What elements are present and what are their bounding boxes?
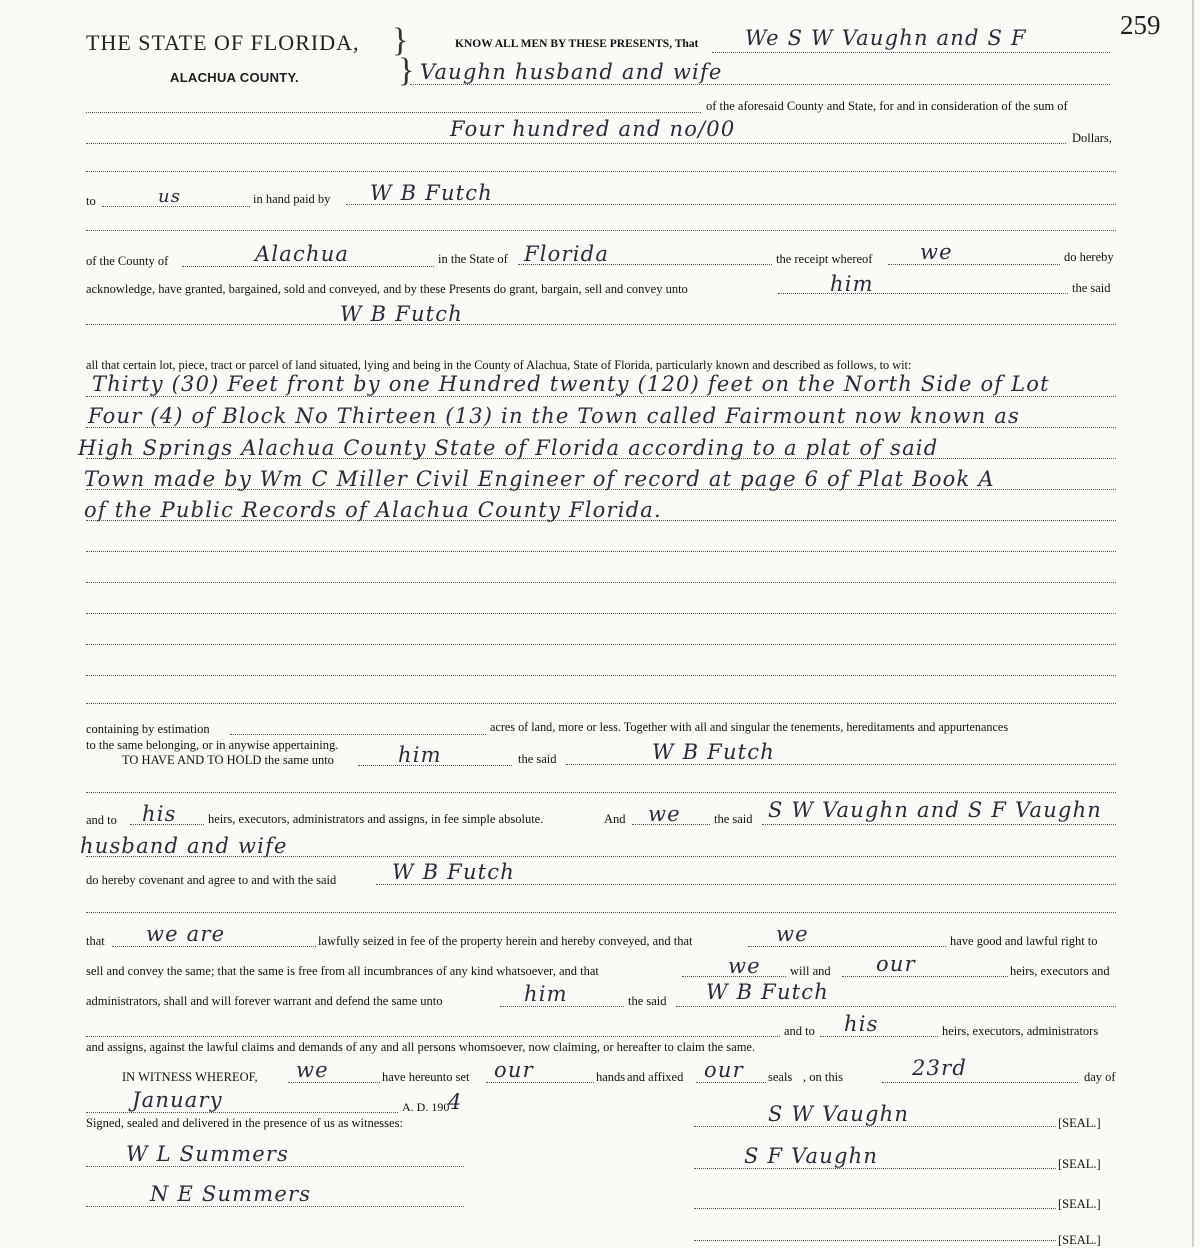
- that-handwritten: we are: [146, 922, 226, 946]
- to-label: to: [86, 194, 96, 208]
- dotted-line: [86, 112, 701, 113]
- in-state-label: in the State of: [438, 252, 508, 266]
- the-said-label-4: the said: [628, 994, 667, 1008]
- affixed-label: and affixed: [627, 1070, 684, 1084]
- witness-handwritten: we: [296, 1058, 329, 1082]
- dotted-line: [288, 1082, 380, 1083]
- dotted-line: [230, 734, 486, 735]
- covenant-handwritten: W B Futch: [392, 860, 515, 884]
- of-county-label: of the County of: [86, 254, 169, 268]
- know-all-label: KNOW ALL MEN BY THESE PRESENTS, That: [455, 38, 699, 50]
- description-line-5: of the Public Records of Alachua County Florida.: [84, 498, 662, 522]
- dotted-line: [86, 644, 1116, 645]
- habendum-grantors-1: S W Vaughn and S F Vaughn: [768, 798, 1103, 822]
- dotted-line: [86, 792, 1116, 793]
- seized-handwritten: we: [776, 922, 809, 946]
- year-handwritten: 4: [448, 1090, 463, 1114]
- dotted-line: [86, 1112, 398, 1113]
- dotted-line: [694, 1208, 1056, 1209]
- dotted-line: [86, 675, 1116, 676]
- dotted-line: [888, 264, 1060, 265]
- the-said-label-2: the said: [518, 752, 557, 766]
- dotted-line: [182, 266, 434, 267]
- county-handwritten: Alachua: [255, 242, 350, 266]
- description-line-3: High Springs Alachua County State of Florida according to a plat of said: [78, 436, 939, 460]
- grantors-handwritten-2: Vaughn husband and wife: [420, 60, 723, 84]
- dotted-line: [86, 1036, 780, 1037]
- dotted-line: [376, 884, 1116, 885]
- dotted-line: [842, 976, 1008, 977]
- dotted-line: [86, 171, 1116, 172]
- grantors-handwritten-1: We S W Vaughn and S F: [745, 26, 1027, 50]
- header-brace: }: [392, 22, 409, 59]
- dotted-line: [86, 912, 1116, 913]
- assigns-label: and assigns, against the lawful claims and demands of any and all persons whomsoever, now claiming, or hereafter to claim the same.: [86, 1040, 756, 1054]
- witness-signature-2: N E Summers: [150, 1182, 312, 1206]
- dotted-line: [500, 1006, 624, 1007]
- belonging-label: to the same belonging, or in anywise appertaining.: [86, 738, 339, 752]
- dotted-line: [86, 324, 1116, 325]
- good-right-label: have good and lawful right to: [950, 934, 1098, 948]
- seal-1: [SEAL.]: [1058, 1116, 1101, 1130]
- dotted-line: [86, 1206, 464, 1207]
- hereunto-label: have hereunto set: [382, 1070, 470, 1084]
- consideration-amount: Four hundred and no/00: [450, 117, 736, 141]
- dotted-line: [486, 1082, 594, 1083]
- dotted-line: [86, 582, 1116, 583]
- dotted-line: [86, 703, 1116, 704]
- dotted-line: [566, 764, 1116, 765]
- consideration-label: of the aforesaid County and State, for and in consideration of the sum of: [706, 99, 1068, 113]
- have-handwritten: him: [398, 743, 442, 767]
- dotted-line: [694, 1168, 1056, 1169]
- acres-label: acres of land, more or less. Together with all and singular the tenements, hereditaments and appurtenances: [490, 720, 1009, 734]
- the-said-label-3: the said: [714, 812, 753, 826]
- grantor-signature-1: S W Vaughn: [768, 1102, 910, 1126]
- page-number: 259: [1120, 10, 1161, 40]
- will-handwritten: our: [876, 952, 916, 976]
- seal-3: [SEAL.]: [1058, 1197, 1101, 1211]
- dotted-line: [778, 293, 1068, 294]
- dotted-line: [694, 1126, 1056, 1127]
- grantor-signature-2: S F Vaughn: [744, 1144, 879, 1168]
- dotted-line: [694, 1240, 1056, 1241]
- heirs-label: heirs, executors, administrators and assigns, in fee simple absolute.: [208, 812, 544, 826]
- grantee-handwritten: W B Futch: [340, 302, 463, 326]
- habendum-grantee: W B Futch: [652, 740, 775, 764]
- receipt-handwritten: we: [920, 240, 953, 264]
- dotted-line: [86, 396, 1116, 397]
- description-line-4: Town made by Wm C Miller Civil Engineer of record at page 6 of Plat Book A: [84, 467, 995, 491]
- covenant-label: do hereby covenant and agree to and with the said: [86, 873, 337, 887]
- seal-label: seals: [768, 1070, 793, 1084]
- on-this-label: , on this: [803, 1070, 843, 1084]
- dotted-line: [820, 1036, 938, 1037]
- sell-handwritten: we: [728, 954, 761, 978]
- state-heading: THE STATE OF FLORIDA,: [86, 30, 360, 55]
- and-to-label: and to: [86, 813, 117, 827]
- witness-signature-1: W L Summers: [126, 1142, 290, 1166]
- in-hand-label: in hand paid by: [253, 192, 331, 206]
- the-said-label: the said: [1072, 281, 1111, 295]
- admins-handwritten: him: [524, 982, 568, 1006]
- dotted-line: [762, 824, 1116, 825]
- day-handwritten: 23rd: [912, 1056, 968, 1080]
- ad-label: A. D. 190: [402, 1100, 450, 1114]
- header-brace-2: }: [398, 52, 415, 89]
- payer-handwritten: W B Futch: [370, 181, 493, 205]
- and-to-handwritten-2: his: [844, 1012, 879, 1036]
- do-hereby-label: do hereby: [1064, 250, 1114, 264]
- state-handwritten: Florida: [524, 242, 610, 266]
- receipt-label: the receipt whereof: [776, 252, 873, 266]
- dotted-line: [748, 946, 946, 947]
- dotted-line: [86, 613, 1116, 614]
- containing-label: containing by estimation: [86, 722, 210, 736]
- day-of-label: day of: [1084, 1070, 1116, 1084]
- dotted-line: [696, 1082, 766, 1083]
- dotted-line: [410, 84, 1110, 85]
- to-handwritten: us: [158, 186, 182, 207]
- and-label: And: [604, 812, 626, 826]
- witness-whereof-label: IN WITNESS WHEREOF,: [122, 1070, 258, 1084]
- dotted-line: [86, 856, 1116, 857]
- dotted-line: [882, 1082, 1078, 1083]
- description-line-1: Thirty (30) Feet front by one Hundred twenty (120) feet on the North Side of Lot: [92, 372, 1050, 396]
- affixed-handwritten: our: [704, 1058, 744, 1082]
- seal-2: [SEAL.]: [1058, 1157, 1101, 1171]
- heirs-admin-label: heirs, executors, administrators: [942, 1024, 1099, 1038]
- heirs-exec-label: heirs, executors and: [1010, 964, 1110, 978]
- dotted-line: [712, 52, 1110, 53]
- and-to-handwritten: his: [142, 802, 177, 826]
- dotted-line: [86, 551, 1116, 552]
- county-heading: ALACHUA COUNTY.: [170, 70, 299, 85]
- habendum-grantors-2: husband and wife: [80, 834, 288, 858]
- page-edge: [1192, 0, 1194, 1247]
- will-and-label: will and: [790, 964, 831, 978]
- description-line-2: Four (4) of Block No Thirteen (13) in the Town called Fairmount now known as: [88, 404, 1020, 428]
- seized-label: lawfully seized in fee of the property herein and hereby conveyed, and that: [318, 934, 693, 948]
- admins-label: administrators, shall and will forever warrant and defend the same unto: [86, 994, 443, 1008]
- sell-label: sell and convey the same; that the same is free from all incumbrances of any kind whatsoever, and that: [86, 964, 599, 978]
- and-handwritten: we: [648, 802, 681, 826]
- dotted-line: [86, 1166, 464, 1167]
- signed-label: Signed, sealed and delivered in the presence of us as witnesses:: [86, 1116, 403, 1130]
- that-label: that: [86, 934, 105, 948]
- dotted-line: [112, 946, 316, 947]
- dotted-line: [86, 230, 1116, 231]
- hand-label: hands: [596, 1070, 626, 1084]
- seal-4: [SEAL.]: [1058, 1233, 1101, 1247]
- dollars-label: Dollars,: [1072, 131, 1112, 145]
- to-have-label: TO HAVE AND TO HOLD the same unto: [122, 753, 334, 767]
- warranty-grantee: W B Futch: [706, 980, 829, 1004]
- description-intro: all that certain lot, piece, tract or parcel of land situated, lying and being in the County of Alachua, State of Florida, particularly known and described as follows, to wit:: [86, 358, 912, 372]
- acknowledge-label: acknowledge, have granted, bargained, sold and conveyed, and by these Presents do grant, bargain, sell and convey unto: [86, 282, 688, 296]
- dotted-line: [676, 1006, 1116, 1007]
- set-handwritten: our: [494, 1058, 534, 1082]
- month-handwritten: January: [132, 1088, 223, 1112]
- and-to-label-2: and to: [784, 1024, 815, 1038]
- unto-handwritten: him: [830, 272, 874, 296]
- dotted-line: [86, 143, 1066, 144]
